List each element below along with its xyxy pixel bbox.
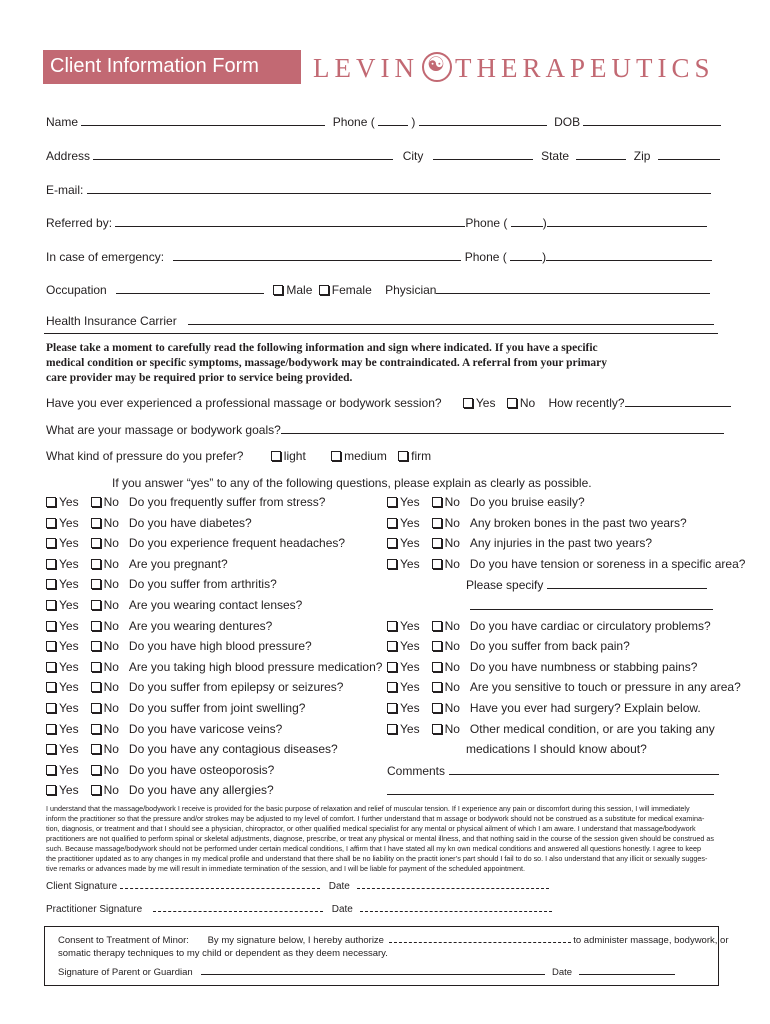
no-checkbox[interactable] [432, 724, 442, 734]
yes-label: Yes [59, 721, 79, 736]
disclaimer-line: tive remarks or advances made by me will result in immediate termination of the session, and I will be liable for payment of the scheduled appointment. [46, 864, 526, 873]
question-row [46, 516, 252, 530]
address-field[interactable] [93, 148, 393, 160]
no-label: No [444, 659, 460, 674]
authorized-practitioner-field[interactable] [389, 934, 571, 943]
disclaimer-line: practitioners are not qualified to perform spinal or skeletal adjustments, diagnose, prescribe, or treat any physical or mental illness, and that nothing said in the course of the session given should be construed as [46, 834, 715, 843]
question-row [46, 557, 228, 571]
yes-checkbox[interactable] [46, 703, 56, 713]
no-checkbox[interactable] [91, 765, 101, 775]
yes-checkbox[interactable] [387, 641, 397, 651]
yes-checkbox[interactable] [46, 559, 56, 569]
yes-label: Yes [400, 618, 420, 633]
state-field[interactable] [576, 148, 626, 160]
yes-label: Yes [59, 577, 79, 592]
no-label: No [103, 556, 119, 571]
yes-label: Yes [59, 556, 79, 571]
parent-date-field[interactable] [579, 966, 675, 975]
disclaimer-line: the practitioner updated as to any changes in my medical profile and understand that there shall be no liability on the practit ioner’s part should I fail to do so. I also understand that any illicit or sexually sugges- [46, 854, 708, 863]
pressure-medium-checkbox[interactable] [331, 451, 341, 461]
no-checkbox[interactable] [432, 559, 442, 569]
emergency-field[interactable] [173, 249, 461, 261]
question-text: Do you have varicose veins? [128, 721, 283, 736]
comments-row-2 [387, 783, 714, 798]
yes-label: Yes [59, 618, 79, 633]
comments-label: Comments [387, 763, 446, 778]
referred-row [46, 215, 707, 230]
no-label: No [103, 618, 119, 633]
yes-label: Yes [59, 515, 79, 530]
question-row [387, 722, 715, 736]
yes-checkbox[interactable] [387, 682, 397, 692]
comments-row [387, 763, 719, 778]
no-label: No [444, 618, 460, 633]
male-checkbox[interactable] [273, 285, 283, 295]
yes-label: Yes [400, 721, 420, 736]
question-text: Are you wearing contact lenses? [128, 598, 303, 612]
address-label: Address [46, 149, 91, 163]
question-text: Are you wearing dentures? [128, 618, 273, 633]
question-row [46, 619, 272, 633]
yes-checkbox[interactable] [387, 497, 397, 507]
male-label: Male [286, 283, 313, 297]
yes-label: Yes [59, 495, 79, 509]
no-label: No [444, 536, 460, 551]
question-text: Do you have high blood pressure? [128, 639, 312, 654]
practitioner-signature-field[interactable] [153, 902, 323, 912]
question-text-continued: medications I should know about? [466, 742, 647, 757]
client-date-field[interactable] [357, 879, 549, 889]
questions-intro: If you answer “yes” to any of the following questions, please explain as clearly as possible. [112, 476, 592, 490]
client-signature-field[interactable] [120, 879, 320, 889]
no-checkbox[interactable] [91, 579, 101, 589]
occupation-label: Occupation [46, 283, 107, 297]
yes-checkbox[interactable] [46, 744, 56, 754]
yes-checkbox[interactable] [387, 559, 397, 569]
yes-label: Yes [400, 701, 420, 715]
insurance-row [46, 313, 714, 328]
emergency-phone-label: Phone ( [464, 250, 507, 264]
yes-checkbox[interactable] [46, 621, 56, 631]
brand-name-left: LEVIN [313, 53, 419, 83]
question-row [46, 701, 305, 715]
state-label: State [541, 149, 570, 163]
female-checkbox[interactable] [319, 285, 329, 295]
how-recently-label: How recently? [548, 396, 625, 410]
paren-close: ) [411, 115, 416, 129]
no-checkbox[interactable] [91, 724, 101, 734]
occupation-row [46, 282, 710, 297]
no-checkbox[interactable] [91, 538, 101, 548]
yes-label: Yes [59, 639, 79, 654]
question-text: Any broken bones in the past two years? [469, 515, 687, 530]
question-text: Do you have numbness or stabbing pains? [469, 659, 698, 674]
yes-checkbox[interactable] [46, 600, 56, 610]
no-label: No [103, 598, 119, 612]
no-checkbox[interactable] [91, 559, 101, 569]
parent-signature-field[interactable] [201, 966, 545, 975]
no-checkbox[interactable] [432, 682, 442, 692]
name-label: Name [46, 115, 79, 129]
physician-label: Physician [385, 283, 437, 297]
how-recently-field[interactable] [625, 395, 731, 407]
goals-field[interactable] [281, 422, 724, 434]
question-row [387, 639, 630, 653]
yes-label: Yes [400, 515, 420, 530]
question-text: Any injuries in the past two years? [469, 536, 653, 551]
yes-checkbox[interactable] [46, 662, 56, 672]
city-label: City [402, 149, 424, 163]
yes-label: Yes [400, 536, 420, 551]
phone-area-field[interactable] [378, 114, 408, 126]
question-row [387, 536, 652, 550]
question-row [46, 722, 282, 736]
name-field[interactable] [81, 114, 325, 126]
client-signature-row [46, 879, 549, 892]
phone-label: Phone ( [332, 115, 375, 129]
question-text: Do you experience frequent headaches? [128, 536, 346, 551]
no-checkbox[interactable] [432, 497, 442, 507]
email-field[interactable] [87, 182, 711, 194]
comments-field[interactable] [449, 763, 719, 775]
specify-row [466, 577, 707, 592]
dob-label: DOB [554, 115, 581, 129]
goals-row [46, 422, 724, 437]
no-label: No [444, 515, 460, 530]
question-row [46, 660, 382, 674]
yes-checkbox[interactable] [46, 518, 56, 528]
yes-checkbox[interactable] [46, 641, 56, 651]
referred-label: Referred by: [46, 216, 113, 230]
disclaimer-line: I understand that the massage/bodywork I receive is provided for the basic purpose of relaxation and relief of muscular tension. If I experience any pain or discomfort during this session, I will immediately [46, 804, 690, 813]
no-label: No [103, 495, 119, 509]
emergency-phone-field[interactable] [546, 249, 712, 261]
notice-line: Please take a moment to carefully read the following information and sign where indicated. If you have a specific [46, 342, 598, 354]
yes-label: Yes [59, 659, 79, 674]
dob-field[interactable] [583, 114, 721, 126]
email-row [46, 182, 711, 197]
pressure-firm-checkbox[interactable] [398, 451, 408, 461]
no-label: No [103, 680, 119, 695]
yes-label: Yes [400, 556, 420, 571]
firm-label: firm [411, 449, 432, 463]
brand-logo [313, 52, 715, 86]
specify-field[interactable] [547, 577, 707, 589]
minor-line-2: somatic therapy techniques to my child or dependent as they deem necessary. [58, 948, 388, 959]
no-checkbox[interactable] [91, 703, 101, 713]
yes-checkbox[interactable] [46, 579, 56, 589]
minor-text: By my signature below, I hereby authorize [207, 935, 384, 946]
no-checkbox[interactable] [432, 641, 442, 651]
question-text: Do you have diabetes? [128, 515, 252, 530]
question-row [387, 495, 585, 509]
no-label: No [444, 495, 460, 509]
specify-field-2[interactable] [470, 598, 713, 610]
yes-checkbox[interactable] [46, 497, 56, 507]
question-text: Do you suffer from arthritis? [128, 577, 277, 592]
yes-label: Yes [59, 680, 79, 695]
yes-label: Yes [59, 701, 79, 715]
question-text: Have you ever had surgery? Explain below. [469, 701, 701, 715]
question-row [46, 783, 274, 797]
phone-field[interactable] [419, 114, 547, 126]
question-text: Do you suffer from epilepsy or seizures? [128, 680, 344, 695]
medium-label: medium [344, 449, 387, 463]
comments-field-2[interactable] [387, 783, 714, 795]
question-row [387, 660, 697, 674]
no-label: No [103, 721, 119, 736]
yes-checkbox[interactable] [387, 518, 397, 528]
insurance-label: Health Insurance Carrier [46, 314, 177, 328]
disclaimer-line: such. Because massage/bodywork should not be performed under certain medical conditions, I affirm that I have stated all my kn own medical conditions and answered all questions honestly. I agree to keep [46, 844, 701, 853]
question-text: Do you bruise easily? [469, 495, 585, 509]
no-label: No [444, 556, 460, 571]
question-text: Do you have tension or soreness in a specific area? [469, 556, 746, 571]
client-signature-label: Client Signature [46, 881, 118, 892]
occupation-field[interactable] [116, 282, 264, 294]
experience-row [46, 395, 731, 410]
question-row [387, 619, 711, 633]
yes-checkbox[interactable] [387, 538, 397, 548]
yin-yang-seal-icon [422, 52, 452, 82]
minor-text: to administer massage, bodywork, or [573, 935, 729, 946]
notice-line: medical condition or specific symptoms, massage/bodywork may be contraindicated. A referral from your primary [46, 357, 608, 369]
no-checkbox[interactable] [432, 518, 442, 528]
no-label: No [103, 762, 119, 777]
no-label: No [444, 680, 460, 695]
no-checkbox[interactable] [91, 662, 101, 672]
emergency-row [46, 249, 712, 264]
experience-question: Have you ever experienced a professional massage or bodywork session? [46, 396, 442, 410]
form-title-banner [43, 50, 301, 84]
no-label: No [103, 783, 119, 798]
no-label: No [103, 515, 119, 530]
question-text: Do you suffer from back pain? [469, 639, 630, 654]
paren-close: ) [542, 216, 547, 230]
section-divider [44, 333, 718, 334]
no-label: No [444, 701, 460, 715]
no-checkbox[interactable] [91, 621, 101, 631]
question-row [46, 577, 277, 591]
no-checkbox[interactable] [91, 600, 101, 610]
yes-label: Yes [59, 536, 79, 551]
question-row [387, 680, 741, 694]
question-row [46, 742, 338, 756]
no-label: No [444, 721, 460, 736]
yes-label: Yes [475, 396, 496, 410]
yes-checkbox[interactable] [46, 682, 56, 692]
practitioner-signature-row [46, 902, 552, 915]
zip-label: Zip [633, 149, 651, 163]
experience-no-checkbox[interactable] [507, 398, 517, 408]
referred-field[interactable] [115, 215, 465, 227]
yes-label: Yes [400, 495, 420, 509]
question-text: Are you taking high blood pressure medication? [128, 659, 383, 674]
referred-phone-area-field[interactable] [511, 215, 543, 227]
yes-checkbox[interactable] [387, 724, 397, 734]
question-row [46, 680, 343, 694]
no-label: No [103, 536, 119, 551]
no-label: No [103, 659, 119, 674]
light-label: light [283, 449, 306, 463]
disclaimer-paragraph [46, 804, 714, 874]
disclaimer-line: inform the practitioner so that the pressure and/or strokes may be adjusted to my level of comfort. I further understand that m assage or bodywork should not be construed as a substitute for medical examina- [46, 814, 705, 823]
no-checkbox[interactable] [91, 641, 101, 651]
experience-yes-checkbox[interactable] [463, 398, 473, 408]
no-label: No [103, 639, 119, 654]
pressure-row [46, 449, 431, 463]
notice-line: care provider may be required prior to service being provided. [46, 372, 353, 384]
no-checkbox[interactable] [91, 518, 101, 528]
yes-checkbox[interactable] [387, 662, 397, 672]
question-row [46, 763, 274, 777]
question-row [46, 536, 345, 550]
no-checkbox[interactable] [91, 785, 101, 795]
no-checkbox[interactable] [432, 621, 442, 631]
emergency-phone-area-field[interactable] [510, 249, 542, 261]
no-checkbox[interactable] [432, 703, 442, 713]
minor-line-3 [58, 966, 675, 978]
no-label: No [444, 639, 460, 654]
minor-label: Consent to Treatment of Minor: [58, 935, 189, 946]
yes-label: Yes [59, 762, 79, 777]
parent-signature-label: Signature of Parent or Guardian [58, 967, 193, 978]
yes-label: Yes [400, 680, 420, 695]
city-field[interactable] [433, 148, 533, 160]
no-label: No [519, 396, 536, 410]
date-label: Date [331, 904, 353, 915]
yes-label: Yes [400, 659, 420, 674]
referred-phone-field[interactable] [547, 215, 707, 227]
paren-close: ) [542, 250, 547, 264]
no-checkbox[interactable] [432, 662, 442, 672]
disclaimer-line: tion, diagnosis, or treatment and that I should see a physician, chiropractor, or other qualified medical specialist for any mental or physical ailment of which I am aware. I understand that massage/bodywork [46, 824, 696, 833]
female-label: Female [331, 283, 372, 297]
form-title: Client Information Form [50, 55, 259, 77]
no-label: No [103, 742, 119, 757]
date-label: Date [551, 967, 573, 978]
question-row [46, 495, 325, 509]
email-label: E-mail: [46, 183, 84, 197]
yes-label: Yes [59, 783, 79, 798]
practitioner-date-field[interactable] [360, 902, 552, 912]
yes-checkbox[interactable] [387, 703, 397, 713]
question-text: Do you have osteoporosis? [128, 762, 275, 777]
brand-name-right: THERAPEUTICS [454, 53, 715, 83]
referred-phone-label: Phone ( [465, 216, 508, 230]
yes-checkbox[interactable] [46, 538, 56, 548]
question-text: Do you have any allergies? [128, 783, 274, 798]
no-checkbox[interactable] [432, 538, 442, 548]
insurance-field[interactable] [188, 313, 714, 325]
question-text: Do you have any contagious diseases? [128, 742, 338, 757]
question-row [46, 598, 302, 612]
notice-paragraph [46, 341, 607, 386]
no-checkbox[interactable] [91, 497, 101, 507]
practitioner-signature-label: Practitioner Signature [46, 904, 143, 915]
date-label: Date [328, 881, 350, 892]
pressure-question: What kind of pressure do you prefer? [46, 449, 244, 463]
physician-field[interactable] [436, 282, 710, 294]
question-text: Are you pregnant? [128, 556, 228, 571]
question-row [387, 516, 687, 530]
question-text: Are you sensitive to touch or pressure in any area? [469, 680, 741, 695]
question-text: Do you have cardiac or circulatory problems? [469, 618, 711, 633]
no-checkbox[interactable] [91, 682, 101, 692]
question-row [387, 701, 701, 715]
question-row [46, 639, 312, 653]
yes-label: Yes [59, 742, 79, 757]
pressure-light-checkbox[interactable] [271, 451, 281, 461]
question-row [387, 557, 745, 571]
yes-checkbox[interactable] [46, 724, 56, 734]
specify-row-2 [470, 598, 713, 613]
goals-question: What are your massage or bodywork goals? [46, 423, 281, 437]
question-text: Do you frequently suffer from stress? [128, 495, 326, 509]
please-specify-label: Please specify [466, 578, 544, 593]
yes-checkbox[interactable] [387, 621, 397, 631]
yes-checkbox[interactable] [46, 785, 56, 795]
yes-label: Yes [400, 639, 420, 654]
minor-line-1 [58, 934, 728, 946]
name-row [46, 114, 721, 129]
question-text: Do you suffer from joint swelling? [128, 701, 306, 715]
zip-field[interactable] [658, 148, 720, 160]
minor-consent-box [44, 926, 729, 986]
yes-checkbox[interactable] [46, 765, 56, 775]
no-checkbox[interactable] [91, 744, 101, 754]
address-row [46, 148, 720, 163]
no-label: No [103, 577, 119, 592]
yes-label: Yes [59, 598, 79, 612]
no-label: No [103, 701, 119, 715]
emergency-label: In case of emergency: [46, 250, 165, 264]
question-text: Other medical condition, or are you taking any [469, 721, 715, 736]
